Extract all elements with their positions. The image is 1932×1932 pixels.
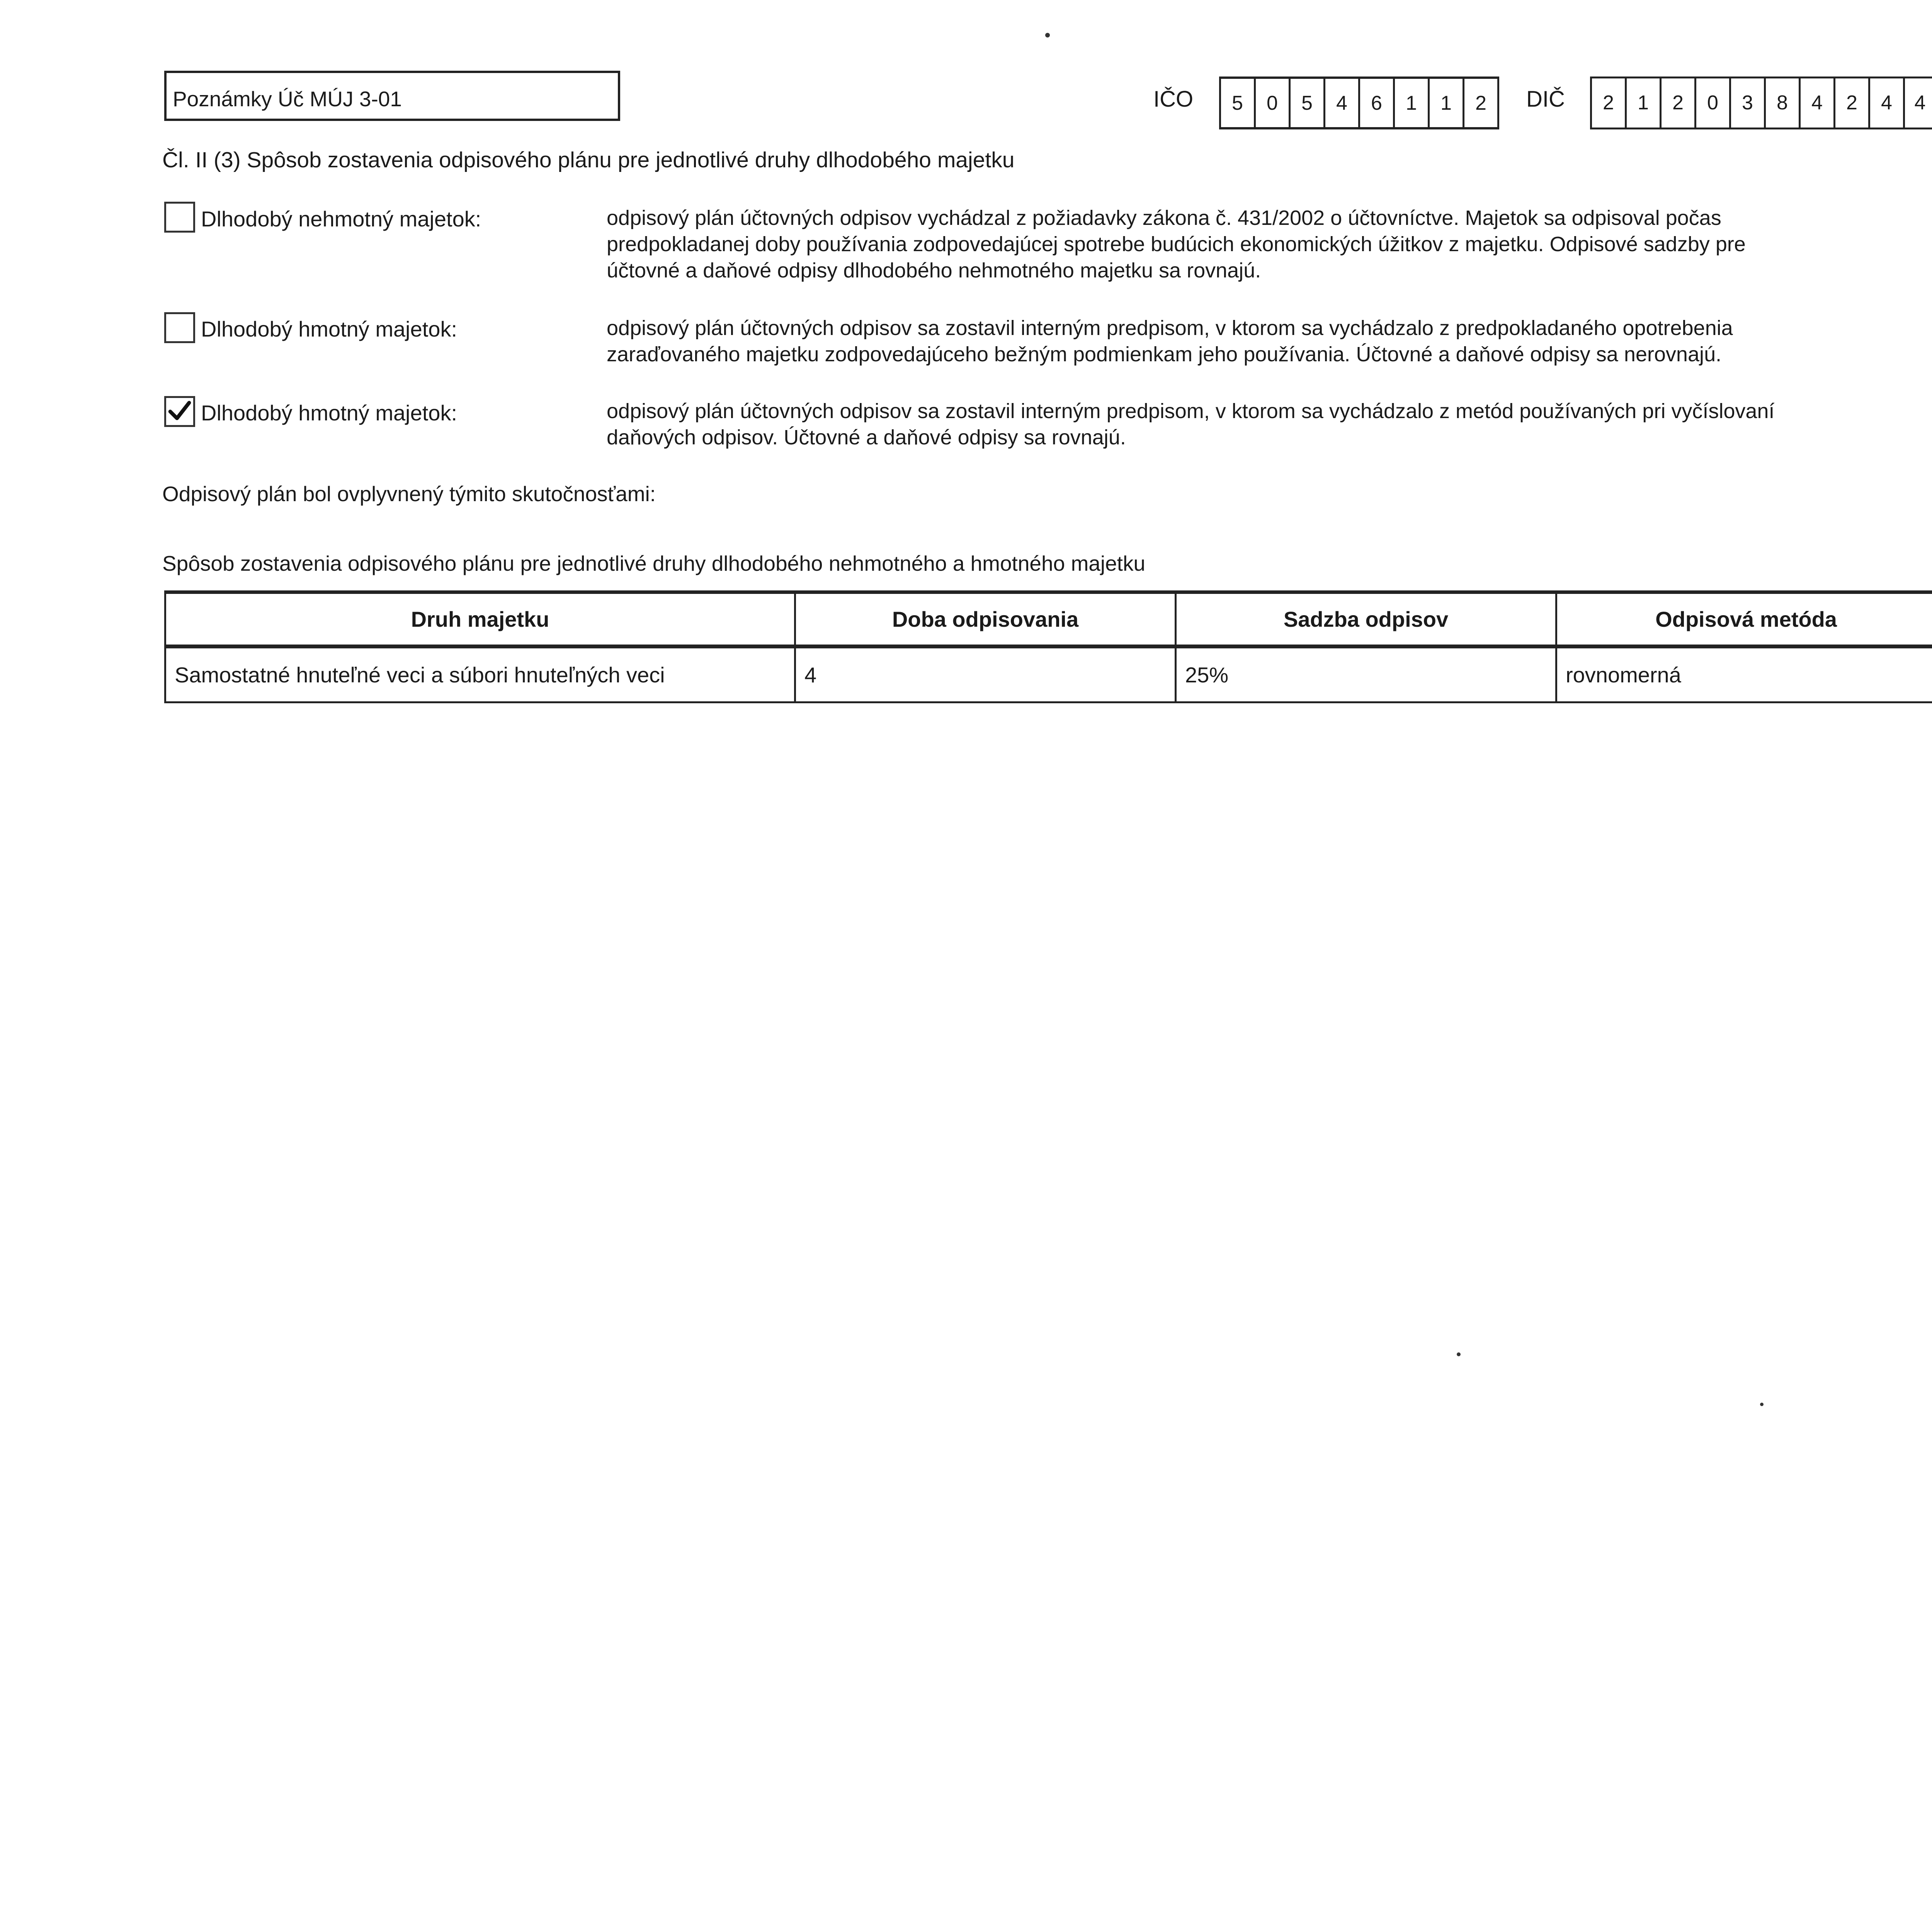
scan-speck	[1045, 33, 1050, 37]
scan-speck	[1760, 1403, 1764, 1406]
intangible-asset-checkbox[interactable]	[164, 202, 195, 233]
dic-digit-boxes	[1590, 77, 1932, 129]
dic-digit: 2	[1662, 77, 1696, 129]
checkmark-icon	[166, 398, 193, 425]
ico-digit: 0	[1256, 77, 1291, 129]
cell-rate: 25%	[1176, 646, 1556, 702]
form-id-text: Poznámky Úč MÚJ 3-01	[173, 87, 402, 111]
asset-type-label: Dlhodobý nehmotný majetok:	[201, 207, 481, 231]
column-header-asset-type: Druh majetku	[165, 592, 795, 646]
influence-text: Odpisový plán bol ovplyvnený týmito skutočnosťami:	[162, 482, 656, 506]
cell-period: 4	[795, 646, 1176, 702]
ico-digit: 5	[1291, 77, 1325, 129]
description-line: odpisový plán účtovných odpisov vychádzal z požiadavky zákona č. 431/2002 o účtovníctve. Majetok sa odpisoval počas	[607, 206, 1721, 230]
section-title: Čl. II (3) Spôsob zostavenia odpisového plánu pre jednotlivé druhy dlhodobého majetku	[162, 148, 1015, 172]
description-line: účtovné a daňové odpisy dlhodobého nehmotného majetku sa rovnajú.	[607, 259, 1261, 282]
column-header-method: Odpisová metóda	[1556, 592, 1932, 646]
form-id-box	[164, 71, 620, 121]
cell-asset-type: Samostatné hnuteľné veci a súbori hnuteľných veci	[165, 646, 795, 702]
dic-digit: 2	[1592, 77, 1627, 129]
dic-digit: 1	[1627, 77, 1662, 129]
description-line: daňových odpisov. Účtovné a daňové odpisy sa rovnajú.	[607, 426, 1126, 449]
tangible-asset-checkbox[interactable]	[164, 312, 195, 343]
description-line: zaraďovaného majetku zodpovedajúceho bežným podmienkam jeho používania. Účtovné a daňové odpisy sa nerovnajú.	[607, 343, 1722, 366]
table-caption: Spôsob zostavenia odpisového plánu pre jednotlivé druhy dlhodobého nehmotného a hmotného majetku	[162, 551, 1146, 575]
ico-digit: 1	[1430, 77, 1464, 129]
description-line: odpisový plán účtovných odpisov sa zostavil interným predpisom, v ktorom sa vychádzalo z metód používaných pri vyčíslovaní	[607, 400, 1775, 423]
depreciation-table	[164, 590, 1932, 703]
asset-description	[607, 398, 1839, 451]
dic-digit: 4	[1801, 77, 1835, 129]
asset-description	[607, 315, 1839, 367]
dic-digit: 0	[1696, 77, 1731, 129]
ico-digit-boxes	[1219, 77, 1499, 129]
ico-digit: 6	[1360, 77, 1395, 129]
dic-label: DIČ	[1526, 87, 1565, 112]
asset-type-label: Dlhodobý hmotný majetok:	[201, 317, 457, 341]
ico-digit: 2	[1464, 77, 1499, 129]
dic-digit: 8	[1766, 77, 1801, 129]
ico-digit: 5	[1221, 77, 1256, 129]
cell-method: rovnomerná	[1556, 646, 1932, 702]
dic-digit: 3	[1731, 77, 1766, 129]
asset-type-label: Dlhodobý hmotný majetok:	[201, 401, 457, 425]
dic-digit: 4	[1905, 77, 1932, 129]
description-line: predpokladanej doby používania zodpovedajúcej spotrebe budúcich ekonomických úžitkov z majetku. Odpisové sadzby pre	[607, 233, 1746, 256]
table-header-row	[165, 592, 1932, 646]
ico-digit: 1	[1395, 77, 1430, 129]
description-line: odpisový plán účtovných odpisov sa zostavil interným predpisom, v ktorom sa vychádzalo z predpokladaného opotrebenia	[607, 316, 1733, 340]
dic-digit: 2	[1835, 77, 1870, 129]
table-row	[165, 646, 1932, 702]
asset-description	[607, 205, 1839, 284]
scan-speck	[1457, 1352, 1461, 1356]
column-header-period: Doba odpisovania	[795, 592, 1176, 646]
ico-label: IČO	[1153, 87, 1194, 112]
ico-digit: 4	[1325, 77, 1360, 129]
tangible-asset-checkbox-checked[interactable]	[164, 396, 195, 427]
column-header-rate: Sadzba odpisov	[1176, 592, 1556, 646]
dic-digit: 4	[1870, 77, 1905, 129]
